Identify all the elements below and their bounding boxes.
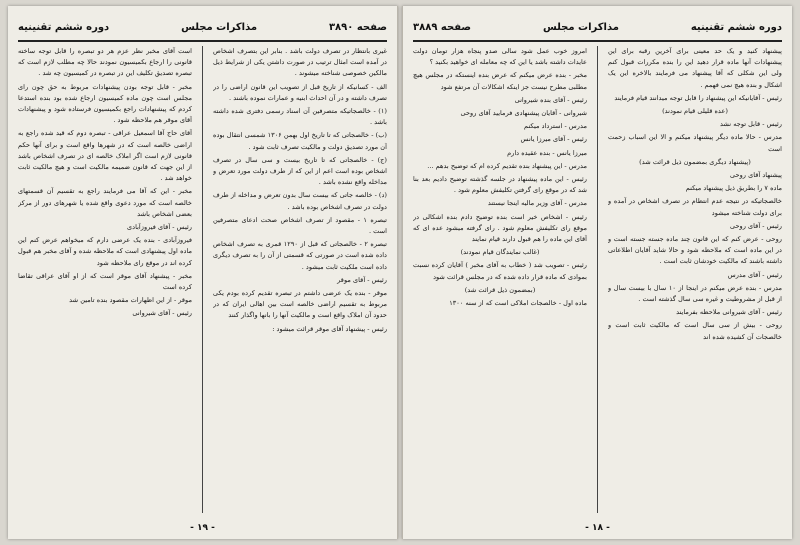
paragraph: رئیس - آقایانیکه این پیشنهاد را قابل توجه میدانند قیام فرمایند (614, 93, 782, 102)
paragraph: رئیس - قابل توجه نشد (719, 120, 782, 129)
paragraph: رئیس - آقای شیروانی ملاحظه بفرمایند (676, 308, 782, 317)
column-divider (597, 46, 598, 513)
paragraph: شیروانی - آقایان پیشنهادی فرمایید آقای روحی (460, 109, 587, 118)
header-session: دوره ششم تقنینیه (690, 21, 782, 33)
paragraph: امروز خوب عمل شود سالی صدو پنجاه هزار تومان دولت عایدات داشته باشد یا این که چه معامله ای خواهید بکنید ؟ (413, 47, 587, 67)
paragraph: رئیس - تصویب شد ( خطاب به آقای مخبر ) آقایان کرده نسبت بموادی که ماده قرار داده شده که در مجلس قرائت شود (413, 261, 587, 281)
paragraph: مدرس - این پیشنهاد بنده تقدیم کرده ام که توضیح بدهم ... (427, 161, 587, 170)
page-header (413, 16, 782, 38)
paragraph: مخبر - این که آقا می فرمایند راجع به تقسیم آن قسمتهای خالصه است که مورد دعوی واقع شده یا شهرهای دور از مرکز بعضی اشخاص باشد (18, 187, 192, 218)
paragraph: رئیس - آقای بنده شیروانی (514, 95, 587, 104)
paragraph: رئیس - آقای فیروزآبادی (126, 223, 192, 232)
paragraph: پیشنهاد کنید و یک حد معینی برای آخرین رقبه برای این پیشنهادات آنها ماده قرار دهید این را بنده مکررات قبول کنم ولی این شکلی که آقا پیشنهاد می فرمایند بالاخره این یک اشکال و بنده هیچ نمی فهمم . (608, 47, 782, 89)
paragraph: رئیس - آقای روحی (729, 221, 782, 230)
paragraph: موقر - بنده یک عرضی داشتم در تبصره تقدیم کرده بودم یکی مربوط به تقسیم اراضی خالصه است بین اهالی ایران که در حدود آن املاک واقع است و مالکیت آنها را بانها واگذار کنند (213, 289, 387, 320)
paragraph: رئیس - آقای مدرس (727, 270, 782, 279)
paragraph: مدرس - آقای وزیر مالیه اینجا نیستند (487, 199, 587, 208)
paragraph: (پیشنهاد دیگری بمضمون ذیل قرائت شد) (639, 157, 751, 166)
paragraph: (ب) - خالصجاتی که تا تاریخ اول بهمن ۱۳۰۶ شمسی انتقال بوده آن مورد تصدیق دولت و مالکیت تصرف ثابت شود . (213, 131, 387, 151)
column-left (413, 46, 587, 513)
paragraph: رئیس - این ماده پیشنهاد در جلسه گذشته توضیح دادیم بعد بنا شد که در موقع رای گرفتن تکلیفش معلوم شود . (413, 175, 587, 195)
paragraph: روحی - بیش از سی سال است که مالکیت ثابت است و خالصجات آن کشیده شده اند (608, 321, 782, 341)
paragraph: روحی - عرض کنم که این قانون چند ماده جسته جسته است و در این ماده است که ملاحظه شود و حالا شاید آقایان اطلاعاتی داشته باشند که مالکیت خودشان ثابت است . (608, 235, 782, 266)
paragraph: مخبر - پیشنهاد آقای موقر است که از او آقای عراقی تقاضا کرده است (18, 271, 192, 292)
paragraph: رئیس - آقای موقر (337, 275, 387, 284)
paragraph: (۱) - خالصجاتیکه متصرفین آن اسناد رسمی دفتری شده داشته باشد . (213, 107, 387, 127)
text-columns (18, 46, 387, 513)
page-number: صفحه ۳۸۹۰ (328, 21, 387, 33)
paragraph: رئیس - آقای شیروانی (132, 309, 192, 318)
column-left (18, 46, 192, 513)
paragraph: رئیس - پیشنهاد آقای موقر قرائت میشود : (272, 324, 387, 333)
paragraph: مدرس - بنده عرض میکنم در اینجا از ۱۰ سال با بیست سال و از قبل از مشروطیت و غیره سی سال گذشته است . (608, 283, 782, 304)
paragraph: پیشنهاد آقای روحی (730, 171, 782, 180)
document-spread (8, 6, 792, 539)
paragraph: مدرس - استرداد میکنم (524, 122, 587, 131)
header-rule (18, 40, 387, 42)
paragraph: (د) - خالصه جاتی که بیست سال بدون تعرض و مداخله از طرف دولت در تصرف اشخاص بوده باشد . (213, 191, 387, 211)
paragraph: الف - کسانیکه از تاریخ قبل از تصویب این قانون اراضی را در تصرف داشته و در آن احداث ابنیه و عمارات نموده باشند . (213, 82, 387, 102)
paragraph: است آقای مخبر نظر عزم هر دو تبصره را قابل توجه ساخته قانونی را ارجاع بکمیسیون نمودند حالا چه مطلب لازم است که تبصره تصدیق تکلیف این در تبصره در کمیسیون چه شد . (18, 47, 192, 78)
paragraph: تبصره ۲ - خالصجاتی که قبل از ۱۲۹۰ قمری به تصرف اشخاص داده شده است در صورتی که قسمتی از آن را به تصرف دیگری داده است ملکیت ثابت میشود . (213, 240, 387, 271)
paragraph: موقر - از این اظهارات مقصود بنده تامین شد (69, 296, 192, 305)
column-right (213, 46, 387, 513)
column-divider (202, 46, 203, 513)
paragraph: مدرس - حالا ماده دیگر پیشنهاد میکنم و الا این اسباب زحمت است (608, 133, 782, 153)
paragraph: میرزا یانس - بنده عقیده دارم (507, 148, 587, 157)
header-section: مذاکرات مجلس (542, 21, 619, 33)
paragraph: آقای حاج آقا اسمعیل عراقی - تبصره دوم که قید شده راجع به اراضی خالصه است که در شهرها واقع است و برای آنها حکم قانونی لازم است اگر املاک خالصه ای در تصرف اشخاص باشد از این جهت که قانون ضمیمه مالکیت است و هیچ مالکیت ثابت خواهد شد . (18, 129, 192, 183)
text-columns (413, 46, 782, 513)
header-section: مذاکرات مجلس (181, 21, 258, 33)
paragraph: تبصره ۱ - مقصود از تصرف اشخاص صحت ادعای متصرفین است . (213, 215, 387, 236)
header-rule (413, 40, 782, 42)
paragraph: مخبر - بنده عرض میکنم که عرض بنده اینستکه در مجلس هیچ مطلبی مطرح نیست جز اینکه اشکالات آن مرتفع شود (413, 71, 587, 91)
paragraph: (غالب نمایندگان قیام نمودند) (460, 248, 540, 257)
paragraph: (عده قلیلی قیام نمودند) (662, 107, 728, 116)
paragraph: رئیس - اشخاص خیر است بنده توضیح دادم بنده اشکالی در موقع رای تکلیفش معلوم شود . رای گرفته میشود عده ای که آقای این ماده را هم قبول دارند قیام نمایند (413, 212, 587, 244)
paragraph: (ج) - خالصجاتی که تا تاریخ بیست و سی سال در تصرف اشخاص بوده است اعم از این که از طرف دولت مورد تعرض و مداخله واقع نشده باشد . (213, 155, 387, 187)
paragraph: رئیس - آقای میرزا یانس (520, 135, 587, 144)
page-3890 (8, 6, 398, 539)
paragraph: مخبر - قابل توجه بودن پیشنهادات مربوط به حق چون رای مجلس است چون ماده کمیسیون ارجاع شده بود بنده استدعا کردم که پیشنهادات راجع بکمیسیون فرستاده شود و پیشنهادات آقای موقر هم ملاحظه شود . (18, 82, 192, 125)
column-right (608, 46, 782, 513)
page-3889 (402, 6, 792, 539)
paragraph: ماده اول - خالصجات املاکی است که از سنه ۱۳۰۰ (449, 299, 587, 308)
page-footer-number: - ۱۸ - (585, 523, 610, 533)
header-session: دوره ششم تقنینیه (18, 21, 110, 33)
paragraph: (بمضمون ذیل قرائت شد) (464, 285, 536, 294)
paragraph: خالصجاتیکه در نتیجه عدم انتظام در تصرف اشخاص در آمده و برای دولت شناخته میشود (608, 197, 782, 217)
paragraph: فیروزآبادی - بنده یک عرضی دارم که میخواهم عرض کنم این ماده اول پیشنهادی است که ملاحظه شده و آقای مخبر هم قبول کرده اند در موقع رای ملاحظه شود (18, 236, 192, 267)
page-number: صفحه ۳۸۸۹ (413, 21, 472, 33)
page-footer-number: - ۱۹ - (190, 523, 215, 533)
paragraph: ماده ۷ را بطریق ذیل پیشنهاد میکنم (685, 184, 782, 193)
page-header (18, 16, 387, 38)
paragraph: غیری بانتظار در تصرف دولت باشد . بنابر این بتصرف اشخاص در آمده است امثال ترتیب در صورت داشتن یکی از شرایط ذیل مالکین خصوصی شناخته میشوند . (213, 47, 387, 78)
